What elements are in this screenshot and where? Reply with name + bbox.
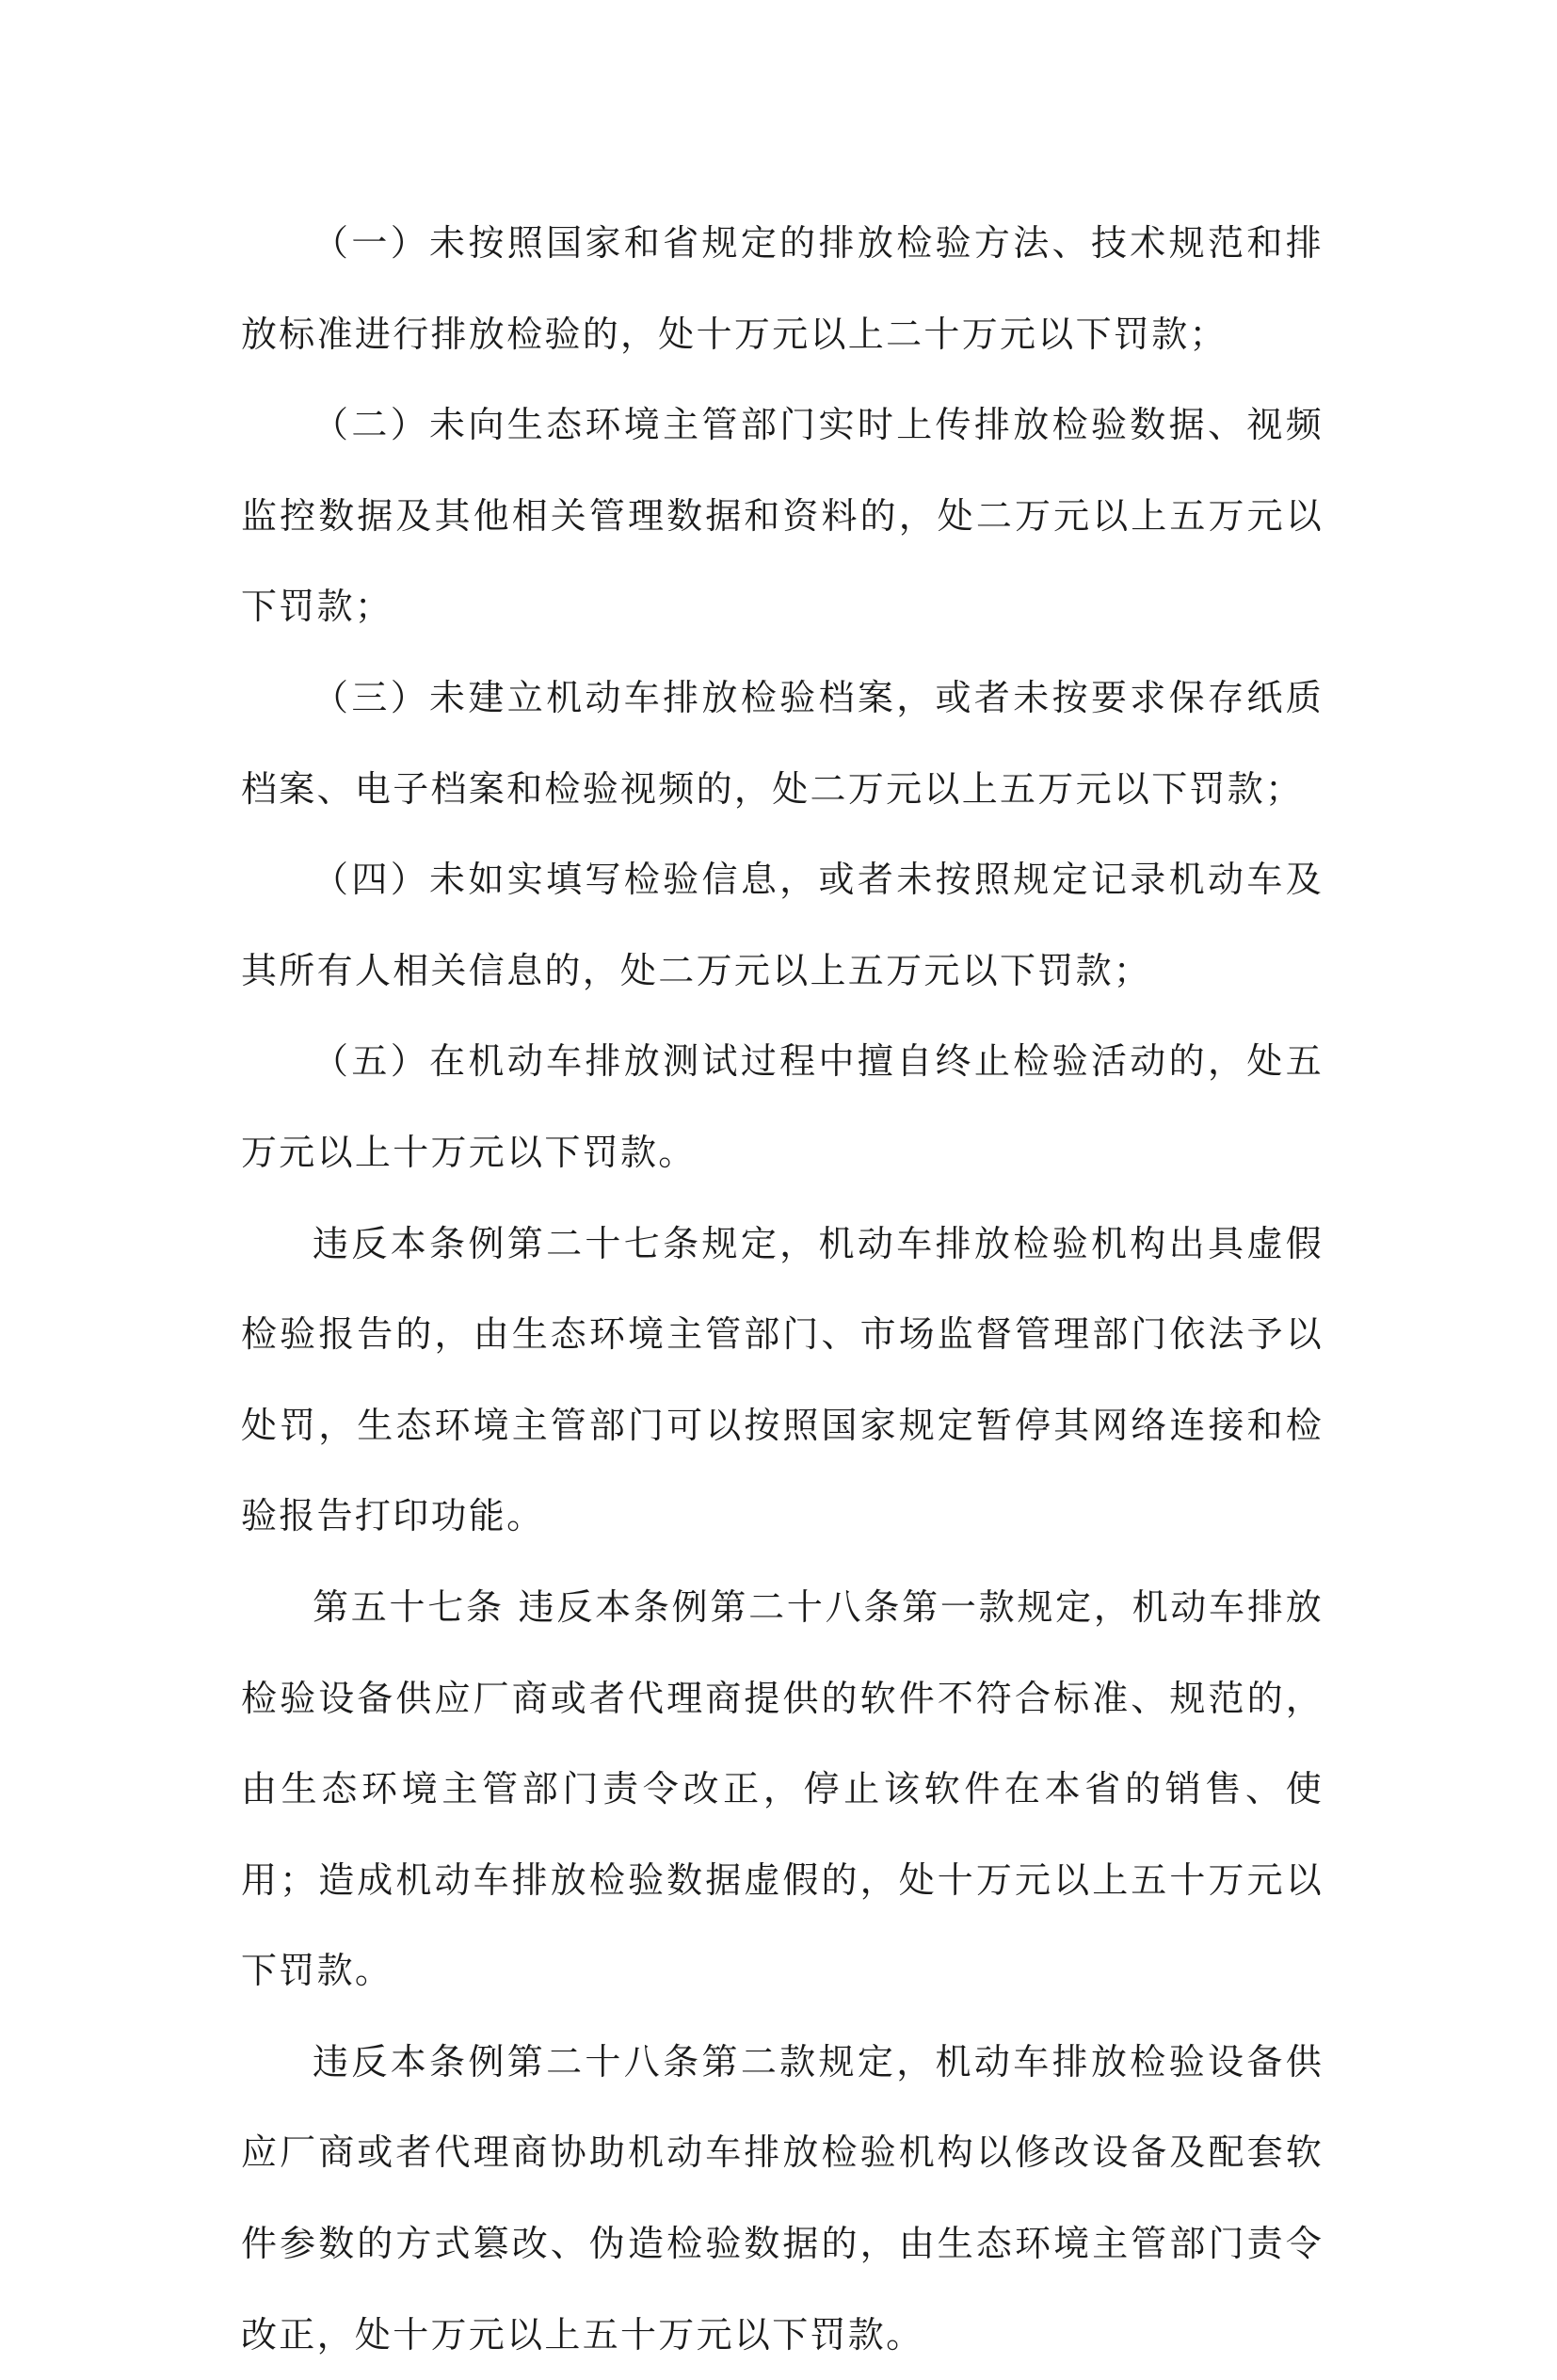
paragraph-item-1: （一）未按照国家和省规定的排放检验方法、技术规范和排放标准进行排放检验的，处十万元以上二十万元以下罚款； [241, 222, 1324, 355]
paragraph-false-report: 违反本条例第二十七条规定，机动车排放检验机构出具虚假检验报告的，由生态环境主管部门、市场监督管理部门依法予以处罚，生态环境主管部门可以按照国家规定暂停其网络连接和检验报告打印功能。 [241, 1222, 1324, 1537]
paragraph-item-4: （四）未如实填写检验信息，或者未按照规定记录机动车及其所有人相关信息的，处二万元以上五万元以下罚款； [241, 859, 1324, 991]
paragraph-item-3: （三）未建立机动车排放检验档案，或者未按要求保存纸质档案、电子档案和检验视频的，处二万元以上五万元以下罚款； [241, 676, 1324, 810]
paragraph-article-57: 第五十七条 违反本条例第二十八条第一款规定，机动车排放检验设备供应厂商或者代理商提供的软件不符合标准、规范的，由生态环境主管部门责令改正，停止该软件在本省的销售、使用；造成机动车排放检验数据虚假的，处十万元以上五十万元以下罚款。 [241, 1585, 1324, 1992]
document-body [241, 198, 1324, 2380]
paragraph-item-5: （五）在机动车排放测试过程中擅自终止检验活动的，处五万元以上十万元以下罚款。 [241, 1040, 1324, 1173]
paragraph-data-tampering: 违反本条例第二十八条第二款规定，机动车排放检验设备供应厂商或者代理商协助机动车排放检验机构以修改设备及配套软件参数的方式篡改、伪造检验数据的，由生态环境主管部门责令改正，处十万元以上五十万元以下罚款。 [241, 2040, 1324, 2356]
paragraph-item-2: （二）未向生态环境主管部门实时上传排放检验数据、视频监控数据及其他相关管理数据和资料的，处二万元以上五万元以下罚款； [241, 404, 1324, 628]
